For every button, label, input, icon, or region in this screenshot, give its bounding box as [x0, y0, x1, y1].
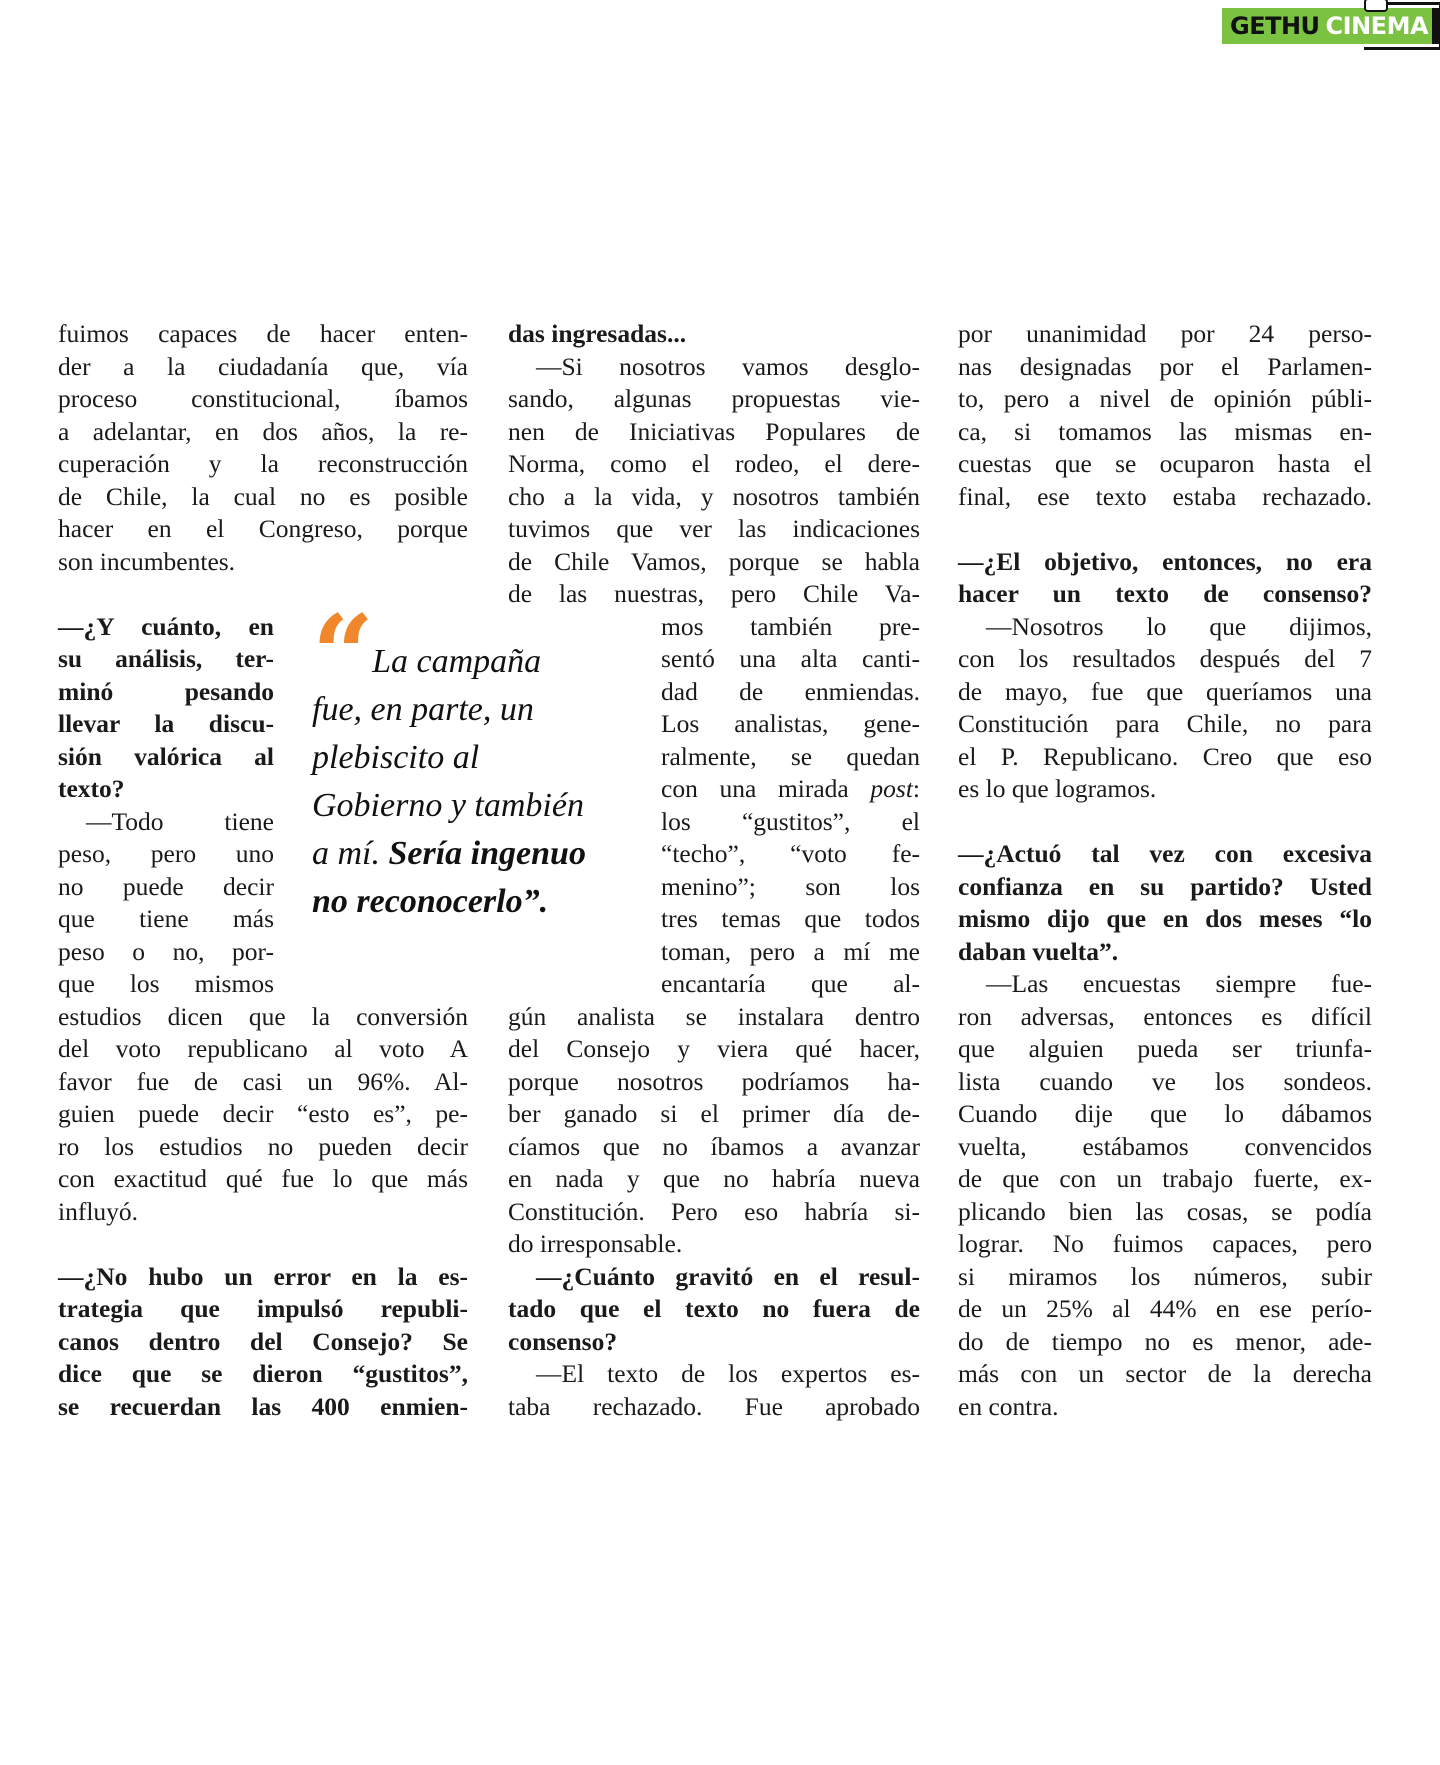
text-line: taba rechazado. Fue aprobado [508, 1391, 920, 1421]
text-line: menino”; son los [661, 871, 920, 901]
text-line: tuvimos que ver las indicaciones [508, 514, 920, 543]
text-line: estudios dicen que la conversión [58, 1001, 468, 1031]
camera-icon [1364, 0, 1388, 12]
text-line: do irresponsable. [508, 1229, 683, 1258]
interview-answer-continued [58, 1001, 468, 1229]
text-line: sando, algunas propuestas vie- [508, 384, 920, 413]
text-fragment: con una mirada [661, 774, 871, 803]
text-line: llevar la discu- [58, 709, 274, 738]
text-line: Cuando dije que lo dábamos [958, 1099, 1372, 1128]
text-line: por unanimidad por 24 perso- [958, 319, 1372, 348]
text-line: —¿El objetivo, entonces, no era [958, 546, 1372, 576]
interview-question-end: das ingresadas... [508, 319, 687, 348]
text-line: minó pesando [58, 676, 274, 706]
text-line: —Nosotros lo que dijimos, [986, 611, 1372, 641]
article-column-3 [958, 318, 1372, 1423]
watermark-text-secondary: CINEMA [1326, 8, 1440, 44]
pull-quote-line: plebiscito al [312, 739, 480, 776]
text-line: de un 25% al 44% en ese perío- [958, 1294, 1372, 1323]
text-line: su análisis, ter- [58, 644, 274, 673]
interview-question [958, 838, 1372, 968]
pull-quote-line: Gobierno y también [312, 787, 584, 824]
text-line: de que con un trabajo fuerte, ex- [958, 1164, 1372, 1193]
interview-answer [958, 611, 1372, 806]
text-line: favor fue de casi un 96%. Al- [58, 1066, 468, 1096]
text-line: dad de enmiendas. [661, 676, 920, 706]
interview-question [58, 1261, 468, 1424]
text-line: los “gustitos”, el [661, 806, 920, 836]
pull-quote-emphasis: no reconocerlo”. [312, 883, 549, 920]
text-line: del voto republicano al voto A [58, 1034, 468, 1063]
watermark-logo [1222, 6, 1440, 46]
text-line: con exactitud qué fue lo que más [58, 1164, 468, 1193]
text-line: sentó una alta canti- [661, 644, 920, 673]
text-line: to, pero a nivel de opinión públi- [958, 384, 1372, 413]
text-line: porque nosotros podríamos ha- [508, 1066, 920, 1096]
interview-answer [958, 968, 1372, 1423]
text-line: nas designadas por el Parlamen- [958, 351, 1372, 381]
interview-question [508, 1261, 920, 1359]
quote-open-icon: “ [312, 592, 367, 718]
text-line: nen de Iniciativas Populares de [508, 416, 920, 446]
text-line: es lo que logramos. [958, 774, 1157, 803]
text-line: cuestas que se ocuparon hasta el [958, 449, 1372, 478]
text-line: confianza en su partido? Usted [958, 871, 1372, 901]
italic-word: post [870, 774, 913, 803]
text-line: cíamos que no íbamos a avanzar [508, 1131, 920, 1161]
text-line: no puede decir [58, 871, 274, 901]
text-line: mismo dijo que en dos meses “lo [958, 904, 1372, 933]
text-line: en nada y que no habría nueva [508, 1164, 920, 1193]
text-line: que los mismos [58, 969, 274, 998]
paragraph [58, 318, 468, 578]
text-line: sión valórica al [58, 741, 274, 771]
text-line: Constitución. Pero eso habría si- [508, 1196, 920, 1226]
pull-quote-line: La campaña [372, 643, 542, 680]
text-line: ron adversas, entonces es difícil [958, 1001, 1372, 1031]
text-line: daban vuelta”. [958, 936, 1119, 966]
text-line: hacer en el Congreso, porque [58, 514, 468, 543]
text-line: que tiene más [58, 904, 274, 933]
text-line: —El texto de los expertos es- [536, 1359, 920, 1388]
watermark-text-primary: GETHU [1222, 8, 1326, 44]
text-line: con los resultados después del 7 [958, 644, 1372, 673]
text-line: der a la ciudadanía que, vía [58, 351, 468, 381]
text-line: a adelantar, en dos años, la re- [58, 416, 468, 446]
text-line: lograr. No fuimos capaces, pero [958, 1229, 1372, 1258]
article-column-2 [508, 318, 920, 1423]
text-line: tado que el texto no fuera de [508, 1294, 920, 1323]
text-line: proceso constitucional, íbamos [58, 384, 468, 413]
text-line: ber ganado si el primer día de- [508, 1099, 920, 1128]
text-line: con una mirada post: [661, 774, 920, 803]
text-line: cuperación y la reconstrucción [58, 449, 468, 478]
text-line: do de tiempo no es menor, ade- [958, 1326, 1372, 1356]
text-line: el P. Republicano. Creo que eso [958, 741, 1372, 771]
text-line: plicando bien las cosas, se podía [958, 1196, 1372, 1226]
text-line: peso o no, por- [58, 936, 274, 966]
text-line: hacer un texto de consenso? [958, 579, 1372, 608]
text-line: trategia que impulsó republi- [58, 1294, 468, 1323]
text-line: vuelta, estábamos convencidos [958, 1131, 1372, 1161]
interview-answer [508, 351, 920, 611]
text-line: influyó. [58, 1196, 139, 1226]
text-line: toman, pero a mí me [661, 936, 920, 966]
text-line: ralmente, se quedan [661, 741, 920, 771]
text-line: que alguien pueda ser triunfa- [958, 1034, 1372, 1063]
text-line: Constitución para Chile, no para [958, 709, 1372, 738]
text-line: se recuerdan las 400 enmien- [58, 1391, 468, 1421]
text-line: más con un sector de la derecha [958, 1359, 1372, 1388]
interview-answer [508, 1358, 920, 1423]
text-line: encantaría que al- [661, 969, 920, 998]
interview-answer-continued [508, 1001, 920, 1261]
text-line: “techo”, “voto fe- [661, 839, 920, 868]
text-line: Norma, como el rodeo, el dere- [508, 449, 920, 478]
text-line: guien puede decir “esto es”, pe- [58, 1099, 468, 1128]
text-line: —¿Cuánto gravitó en el resul- [536, 1261, 920, 1291]
text-line: cho a la vida, y nosotros también [508, 481, 920, 511]
pull-quote-emphasis: Sería ingenuo [388, 835, 586, 872]
text-line: mos también pre- [661, 611, 920, 641]
text-line: texto? [58, 774, 125, 803]
text-line: —¿Y cuánto, en [58, 611, 274, 641]
text-line: —Todo tiene [86, 806, 274, 836]
text-line: Los analistas, gene- [661, 709, 920, 738]
interview-answer-continued [958, 318, 1372, 513]
text-line: canos dentro del Consejo? Se [58, 1326, 468, 1356]
text-line: —¿Actuó tal vez con excesiva [958, 839, 1372, 868]
pull-quote-line: fue, en parte, un [312, 691, 534, 728]
pull-quote-line: a mí. [312, 835, 389, 872]
text-line: tres temas que todos [661, 904, 920, 933]
interview-question [958, 546, 1372, 611]
text-line: —¿No hubo un error en la es- [58, 1261, 468, 1291]
text-line: lista cuando ve los sondeos. [958, 1066, 1372, 1096]
text-line: del Consejo y viera qué hacer, [508, 1034, 920, 1063]
text-line: de Chile, la cual no es posible [58, 481, 468, 511]
text-line: peso, pero uno [58, 839, 274, 868]
text-line: —Si nosotros vamos desglo- [536, 351, 920, 381]
text-line: de Chile Vamos, porque se habla [508, 546, 920, 576]
text-line: en contra. [958, 1391, 1059, 1421]
text-line: ca, si tomamos las mismas en- [958, 416, 1372, 446]
interview-answer [58, 806, 274, 1001]
text-line: consenso? [508, 1326, 618, 1356]
text-line: gún analista se instalara dentro [508, 1001, 920, 1031]
text-line: fuimos capaces de hacer enten- [58, 319, 468, 348]
text-line: ro los estudios no pueden decir [58, 1131, 468, 1161]
interview-question [58, 611, 274, 806]
text-line: dice que se dieron “gustitos”, [58, 1359, 468, 1388]
text-line: —Las encuestas siempre fue- [986, 969, 1372, 998]
text-line: son incumbentes. [58, 546, 236, 576]
text-line: si miramos los números, subir [958, 1261, 1372, 1291]
interview-answer-wrapped [661, 611, 920, 1001]
text-line: de mayo, fue que queríamos una [958, 676, 1372, 706]
text-line: de las nuestras, pero Chile Va- [508, 579, 920, 608]
text-line: final, ese texto estaba rechazado. [958, 481, 1372, 511]
